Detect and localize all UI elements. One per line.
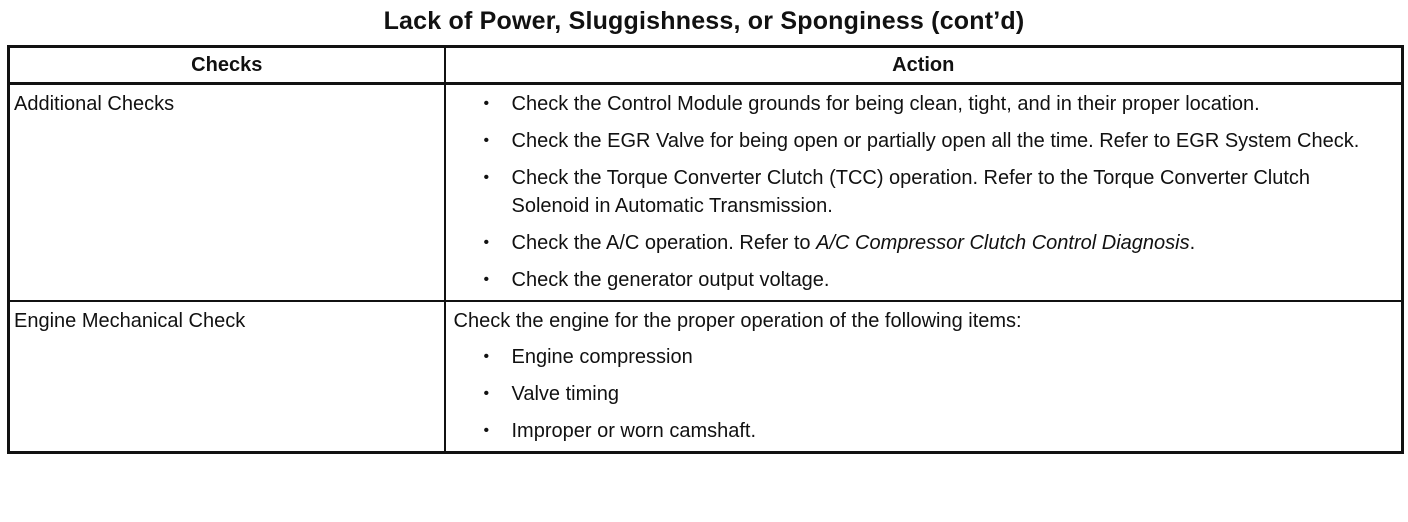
list-item-suffix: .	[1189, 232, 1196, 254]
list-item-text: Engine compression	[511, 346, 693, 368]
list-item	[454, 229, 1376, 257]
reference-link-text: A/C Compressor Clutch Control Diagnosis	[816, 232, 1190, 254]
list-item	[454, 417, 1376, 445]
check-cell: Engine Mechanical Check	[9, 301, 445, 453]
list-item-text: Valve timing	[511, 383, 619, 405]
bullet-icon: •	[483, 348, 490, 365]
list-item	[454, 343, 1376, 371]
table-header-row	[9, 47, 1403, 84]
header-checks: Checks	[9, 47, 445, 84]
list-item-text: Check the Torque Converter Clutch (TCC) operation. Refer to the Torque Converter Clutch Solenoid in Automatic Transmission.	[511, 167, 1311, 217]
list-item-text: Check the EGR Valve for being open or partially open all the time. Refer to EGR System Check.	[511, 130, 1360, 152]
list-item	[454, 90, 1376, 118]
table-row-engine-mechanical-check	[9, 301, 1403, 453]
action-cell	[445, 84, 1403, 302]
bullet-icon: •	[483, 169, 490, 186]
list-item-text: Improper or worn camshaft.	[511, 420, 757, 442]
list-item	[454, 164, 1376, 220]
bullet-icon: •	[483, 271, 490, 288]
bullet-icon: •	[483, 422, 490, 439]
list-item-text: Check the Control Module grounds for being clean, tight, and in their proper location.	[511, 93, 1260, 115]
table-row-additional-checks	[9, 84, 1403, 302]
action-intro: Check the engine for the proper operation of the following items:	[453, 310, 1022, 332]
list-item	[454, 380, 1376, 408]
action-cell	[445, 301, 1403, 453]
check-cell: Additional Checks	[9, 84, 445, 302]
bullet-icon: •	[483, 385, 490, 402]
page-title: Lack of Power, Sluggishness, or Sponginess (cont’d)	[383, 7, 1025, 35]
bullet-icon: •	[483, 95, 490, 112]
action-list	[454, 90, 1376, 294]
list-item	[454, 127, 1376, 155]
list-item-text: Check the generator output voltage.	[511, 269, 830, 291]
list-item	[454, 266, 1376, 294]
bullet-icon: •	[483, 132, 490, 149]
action-list	[454, 343, 1376, 445]
header-action: Action	[445, 47, 1403, 84]
bullet-icon: •	[483, 234, 490, 251]
diagnosis-table	[7, 45, 1404, 454]
list-item-text: Check the A/C operation. Refer to	[511, 232, 817, 254]
